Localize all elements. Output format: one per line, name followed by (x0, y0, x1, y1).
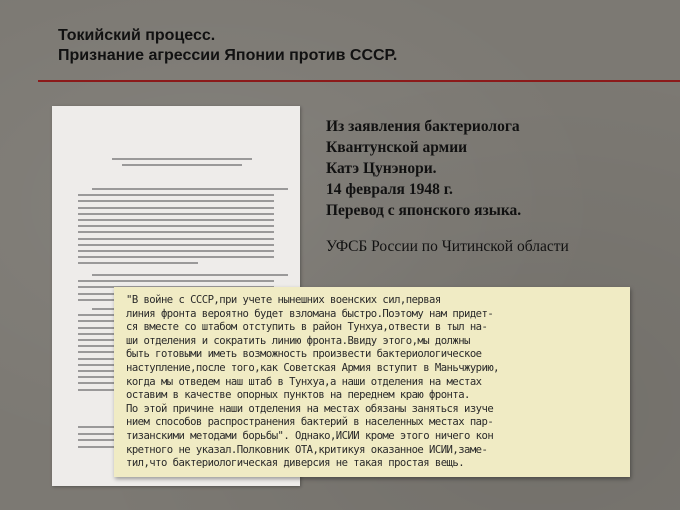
caption-line: Квантунской армии (326, 139, 468, 156)
archive-text-line (78, 207, 274, 209)
excerpt-line: По этой причине наши отделения на местах обязаны заняться изуче (126, 402, 494, 415)
archive-text-line (78, 213, 274, 215)
title-line-1: Токийский процесс. (58, 27, 216, 44)
document-caption (326, 116, 521, 221)
archive-text-line (78, 238, 274, 240)
archive-text-line (92, 188, 288, 190)
archive-text-line (78, 262, 198, 264)
archive-text-line (112, 158, 252, 160)
excerpt-enlargement (114, 287, 630, 477)
excerpt-line: линия фронта вероятно будет взломана быстро.Поэтому нам придет- (126, 307, 494, 320)
excerpt-line: кретного не указал.Полковник ОТА,критикуя оказанное ИСИИ,заме- (126, 443, 488, 456)
excerpt-line: когда мы отведем наш штаб в Тунхуа,а наши отделения на местах (126, 375, 482, 388)
slide-title (58, 26, 397, 66)
excerpt-line: тил,что бактериологическая диверсия не такая простая вещь. (126, 457, 465, 470)
excerpt-line: ся вместе со штабом отступить в район Тунхуа,отвести в тыл на- (126, 321, 488, 334)
caption-line: Из заявления бактериолога (326, 118, 520, 135)
archive-text-line (92, 274, 288, 276)
archive-text-line (78, 194, 274, 196)
excerpt-line: оставим в качестве опорных пунктов на переднем краю фронта. (126, 389, 470, 402)
archive-text-line (78, 244, 274, 246)
title-divider (38, 80, 680, 82)
archive-text-line (78, 231, 274, 233)
excerpt-line: "В войне с СССР,при учете нынешних военских сил,первая (126, 294, 441, 306)
archive-source: УФСБ России по Читинской области (326, 238, 569, 255)
archive-text-line (78, 256, 274, 258)
archive-text-line (78, 219, 274, 221)
caption-line: Катэ Цунэнори. (326, 160, 437, 177)
archive-text-line (122, 164, 242, 166)
excerpt-text (126, 294, 624, 471)
title-line-2: Признание агрессии Японии против СССР. (58, 47, 398, 64)
excerpt-line: быть готовыми иметь возможность произвести бактериологическое (126, 348, 482, 361)
excerpt-line: тизанскими методами борьбы". Однако,ИСИИ кроме этого ничего кон (126, 429, 494, 442)
archive-text-line (78, 250, 274, 252)
archive-text-line (78, 200, 274, 202)
caption-line: Перевод с японского языка. (326, 202, 522, 219)
excerpt-line: наступление,после того,как Советская Армия вступит в Маньчжурию, (126, 361, 499, 374)
excerpt-line: нием способов распространения бактерий в населенных местах пар- (126, 416, 494, 429)
archive-text-line (78, 280, 274, 282)
excerpt-line: ши отделения и сократить линию фронта.Ввиду этого,мы должны (126, 334, 470, 347)
archive-text-line (78, 225, 274, 227)
caption-line: 14 февраля 1948 г. (326, 181, 453, 198)
